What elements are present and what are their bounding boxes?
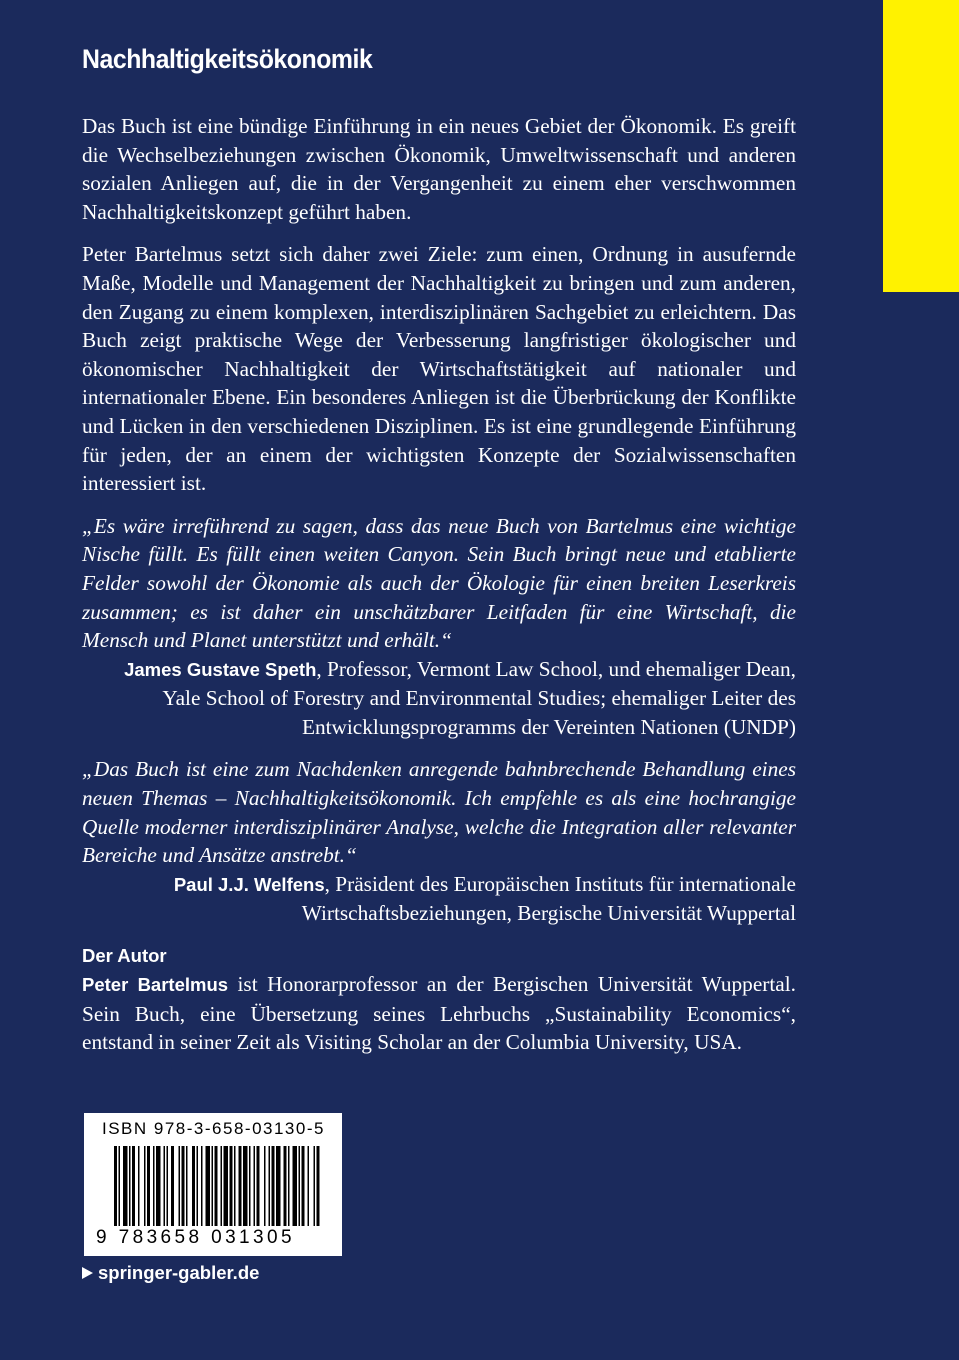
barcode-bar — [308, 1146, 310, 1226]
barcode-bar — [230, 1146, 233, 1226]
barcode-bar — [206, 1146, 211, 1226]
barcode-bar — [201, 1146, 203, 1226]
quote-2-attribution — [82, 870, 796, 928]
quote-1-author: James Gustave Speth — [124, 658, 317, 680]
barcode-bar — [186, 1146, 188, 1226]
barcode-bar — [156, 1146, 161, 1226]
attribution-line: Wirtschaftsbeziehungen, Bergische Universität Wuppertal — [301, 901, 796, 926]
description-paragraph-2: Peter Bartelmus setzt sich daher zwei Ziele: zum einen, Ordnung in ausufernde Maße, Modelle und Management der Nachhaltigkeit zu bringen und zum anderen, den Zugang zu einem komplexen, interdisziplinären Sachgebiet zu erleichtern. Das Buch zeigt praktische Wege der Verbesserung langfristiger ökologischer und ökonomischer Nachhaltigkeit der Wirtschaftstätigkeit auf nationaler und internationaler Ebene. Ein besonderes Anliegen ist die Überbrückung der Konflikte und Lücken in den verschiedenen Disziplinen. Es ist eine grundlegende Einführung für jeden, der an einem der wichtigsten Konzepte der Sozialwissenschaften interessiert ist. — [82, 242, 796, 496]
barcode-bar — [215, 1146, 218, 1226]
arrow-right-icon — [82, 1267, 93, 1279]
barcode-bar — [144, 1146, 146, 1226]
book-title: Nachhaltigkeitsökonomik — [82, 44, 373, 74]
barcode-bar — [302, 1146, 305, 1226]
attribution-line: Yale School of Forestry and Environmental Studies; ehemaliger Leiter des — [162, 686, 796, 711]
attribution-line — [82, 655, 796, 685]
author-heading: Der Autor — [82, 945, 167, 967]
yellow-accent-bar — [883, 0, 959, 292]
isbn-barcode — [84, 1113, 342, 1256]
barcode-bar — [272, 1146, 275, 1226]
barcode-bar — [257, 1146, 260, 1226]
barcode-bar — [138, 1146, 140, 1226]
barcode-bar — [123, 1146, 128, 1226]
barcode-bar — [119, 1146, 121, 1226]
barcode-bar — [264, 1146, 266, 1226]
barcode-bar — [221, 1146, 223, 1226]
barcode-bar — [276, 1146, 281, 1226]
barcode-bar — [129, 1146, 131, 1226]
barcode-bar — [179, 1146, 181, 1226]
author-name: Peter Bartelmus — [82, 974, 229, 996]
author-paragraph — [82, 970, 796, 1057]
quote-1: „Es wäre irreführend zu sagen, dass das neue Buch von Bartelmus eine wichtige Nische füllt. Es füllt einen weiten Canyon. Sein Buch bringt neue und etablierte Felder sowohl der Ökonomie als auch der Ökologie für einen breiten Leserkreis zusammen; es ist daher ein unschätzbarer Leitfaden für eine Wirtschaft, die Mensch und Planet unterstützt und erhält.“ — [82, 513, 796, 653]
barcode-bar — [249, 1146, 251, 1226]
quote-2-role: , Präsident des Europäischen Instituts für internationale — [324, 871, 796, 896]
barcode-bar — [234, 1146, 236, 1226]
barcode-bar — [288, 1146, 290, 1226]
barcode-bar — [192, 1146, 195, 1226]
barcode-bar — [147, 1146, 150, 1226]
attribution-line: Entwicklungsprogramms der Vereinten Nationen (UNDP) — [301, 714, 796, 739]
barcode-bar — [197, 1146, 199, 1226]
isbn-label: ISBN 978-3-658-03130-5 — [102, 1119, 325, 1138]
barcode-bar — [254, 1146, 256, 1226]
description-paragraph-1: Das Buch ist eine bündige Einführung in ein neues Gebiet der Ökonomik. Es greift die Wechselbeziehungen zwischen Ökonomik, Umweltwissenschaft und anderen sozialen Anliegen auf, die in der Vergangenheit zu einem eher verschwommen Nachhaltigkeitskonzept geführt haben. — [82, 114, 796, 224]
barcode-bar — [132, 1146, 135, 1226]
barcode-bar — [182, 1146, 185, 1226]
quote-2-author: Paul J.J. Welfens — [173, 873, 325, 895]
barcode-bar — [269, 1146, 271, 1226]
barcode-bar — [164, 1146, 166, 1226]
quote-1-attribution — [82, 655, 796, 742]
barcode-bar — [167, 1146, 169, 1226]
website-label: springer-gabler.de — [98, 1262, 260, 1283]
author-bio: ist Honorarprofessor an der Bergischen Universität Wuppertal. Sein Buch, eine Übersetzung seines Lehrbuchs „Sustainability Economics“, entstand in seiner Zeit als Visiting Scholar an der Columbia University, USA. — [82, 972, 796, 1055]
barcode-bar — [243, 1146, 248, 1226]
barcode-bar — [293, 1146, 298, 1226]
barcode-bar — [212, 1146, 214, 1226]
back-cover-text — [82, 112, 796, 1071]
barcode-bar — [317, 1146, 320, 1226]
barcode-bar — [239, 1146, 242, 1226]
quote-1-role: , Professor, Vermont Law School, und ehemaliger Dean, — [316, 656, 796, 681]
barcode-bar — [224, 1146, 229, 1226]
barcode-digits: 9 783658 031305 — [96, 1227, 295, 1248]
quote-2: „Das Buch ist eine zum Nachdenken anregende bahnbrechende Behandlung eines neuen Themas – Nachhaltigkeitsökonomik. Ich empfehle es als eine hochrangige Quelle moderner interdisziplinärer Analyse, welche die Integration aller relevanter Bereiche und Ansätze anstrebt.“ — [82, 757, 796, 868]
barcode-bar — [314, 1146, 316, 1226]
website-link[interactable] — [82, 1262, 259, 1284]
barcode-bar — [114, 1146, 117, 1226]
barcode-bar — [284, 1146, 287, 1226]
barcode-bar — [299, 1146, 301, 1226]
barcode-bar — [153, 1146, 155, 1226]
attribution-line — [82, 870, 796, 900]
barcode-bar — [171, 1146, 174, 1226]
